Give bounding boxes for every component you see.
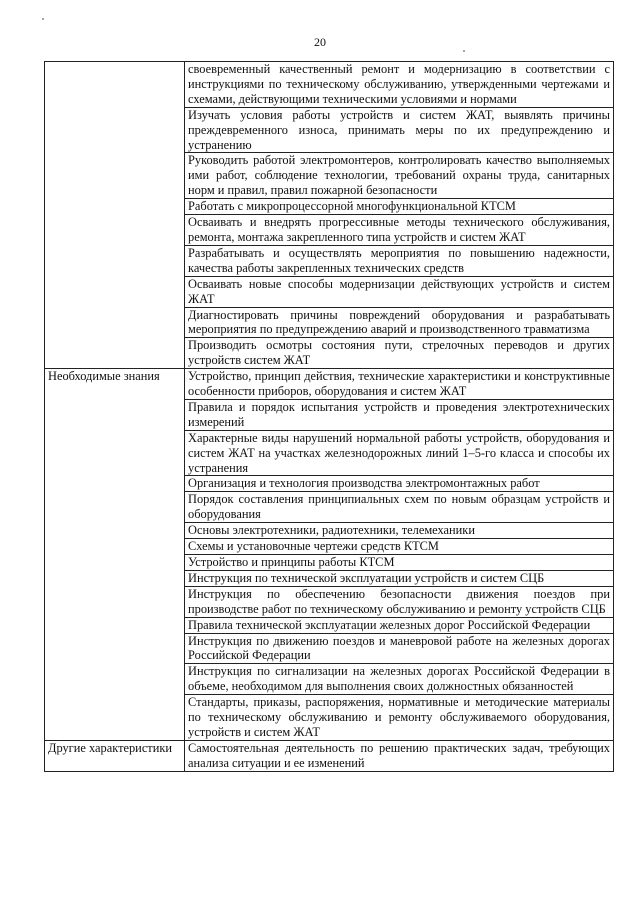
section-label xyxy=(45,62,185,369)
requirement-item: Организация и технология производства электромонтажных работ xyxy=(185,476,614,492)
qualification-table xyxy=(44,61,614,772)
requirement-item: Инструкция по обеспечению безопасности движения поездов при производстве работ по техническому обслуживанию и ремонту устройств СЦБ xyxy=(185,586,614,617)
requirement-item: Порядок составления принципиальных схем по новым образцам устройств и оборудования xyxy=(185,492,614,523)
requirement-item: Правила технической эксплуатации железных дорог Российской Федерации xyxy=(185,617,614,633)
requirement-item: Инструкция по движению поездов и маневровой работе на железных дорогах Российской Федерации xyxy=(185,633,614,664)
requirement-item: Устройство, принцип действия, технические характеристики и конструктивные особенности приборов, оборудования и систем ЖАТ xyxy=(185,369,614,400)
requirement-item: Устройство и принципы работы КТСМ xyxy=(185,555,614,571)
requirement-item: Стандарты, приказы, распоряжения, нормативные и методические материалы по техническому обслуживанию и ремонту обслуживаемого оборудования, устройств и систем ЖАТ xyxy=(185,695,614,741)
section-label: Необходимые знания xyxy=(45,369,185,741)
requirement-item: Осваивать и внедрять прогрессивные методы технического обслуживания, ремонта, монтажа закрепленного типа устройств и систем ЖАТ xyxy=(185,215,614,246)
table-row xyxy=(45,62,614,108)
requirement-item: Изучать условия работы устройств и систем ЖАТ, выявлять причины преждевременного износа, принимать меры по их предупреждению и устранению xyxy=(185,107,614,153)
requirement-item: Инструкция по сигнализации на железных дорогах Российской Федерации в объеме, необходимом для выполнения своих должностных обязанностей xyxy=(185,664,614,695)
requirement-item: Правила и порядок испытания устройств и проведения электротехнических измерений xyxy=(185,399,614,430)
section-label: Другие характеристики xyxy=(45,740,185,771)
page-number: 20 xyxy=(314,35,326,49)
requirement-item: Осваивать новые способы модернизации действующих устройств и систем ЖАТ xyxy=(185,276,614,307)
requirement-item: Инструкция по технической эксплуатации устройств и систем СЦБ xyxy=(185,570,614,586)
scan-speck xyxy=(42,18,44,20)
requirement-item: Диагностировать причины повреждений оборудования и разрабатывать мероприятия по предупреждению аварий и производственного травматизма xyxy=(185,307,614,338)
requirement-item: Схемы и установочные чертежи средств КТСМ xyxy=(185,539,614,555)
table-row xyxy=(45,369,614,400)
scan-speck xyxy=(463,50,465,52)
requirement-item: Самостоятельная деятельность по решению практических задач, требующих анализа ситуации и ее изменений xyxy=(185,740,614,771)
requirement-item: Разрабатывать и осуществлять мероприятия по повышению надежности, качества работы закрепленных технических средств xyxy=(185,245,614,276)
table-row xyxy=(45,740,614,771)
requirement-item: Основы электротехники, радиотехники, телемеханики xyxy=(185,523,614,539)
requirement-item: Производить осмотры состояния пути, стрелочных переводов и других устройств систем ЖАТ xyxy=(185,338,614,369)
requirement-item: своевременный качественный ремонт и модернизацию в соответствии с инструкциями по техническому обслуживанию, утвержденными чертежами и схемами, действующими техническими условиями и нормами xyxy=(185,62,614,108)
requirement-item: Характерные виды нарушений нормальной работы устройств, оборудования и систем ЖАТ на участках железнодорожных линий 1–5-го класса и способы их устранения xyxy=(185,430,614,476)
requirement-item: Руководить работой электромонтеров, контролировать качество выполняемых ими работ, соблюдение технологии, требований охраны труда, санитарных норм и правил, правил пожарной безопасности xyxy=(185,153,614,199)
requirement-item: Работать с микропроцессорной многофункциональной КТСМ xyxy=(185,199,614,215)
